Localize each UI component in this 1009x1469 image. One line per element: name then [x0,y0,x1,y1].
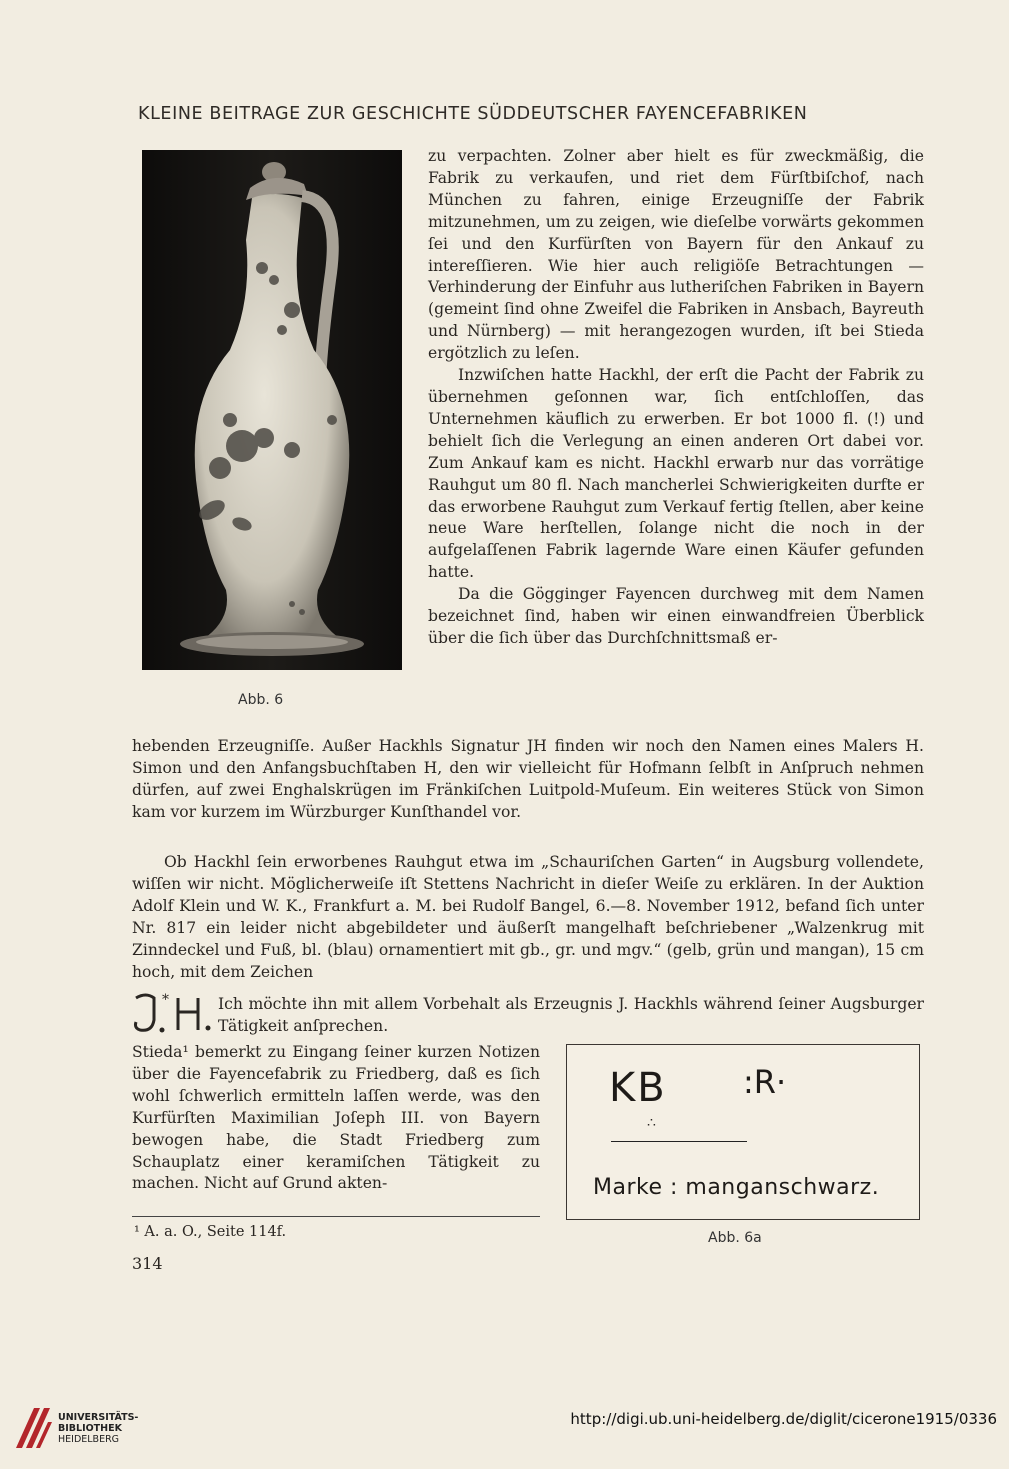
library-line: BIBLIOTHEK [58,1423,122,1434]
library-line: UNIVERSITÄTS- [58,1412,139,1423]
library-line: HEIDELBERG [58,1434,120,1445]
source-url-link[interactable]: http://digi.ub.uni-heidelberg.de/diglit/cicerone1915/0336 [570,1410,997,1428]
paragraph: Da die Gögginger Fayencen durchweg mit dem Namen bezeichnet ſind, haben wir einen einwandfreien Überblick über die ſich über das Durchſchnittsmaß er- [428,585,924,647]
svg-text:*: * [162,992,169,1008]
mark-letters-kb: KB [609,1065,667,1111]
mark-dots: ∴ [647,1115,656,1131]
figure-6a-caption: Abb. 6a [708,1230,762,1246]
footnote-rule [132,1216,540,1217]
running-header: KLEINE BEITRAGE ZUR GESCHICHTE SÜDDEUTSCHER FAYENCEFABRIKEN [138,104,808,124]
paragraph: Inzwiſchen hatte Hackhl, der erſt die Pacht der Fabrik zu übernehmen geſonnen war, ſich entſchloſſen, das Unternehmen käuflich zu erwerben. Er bot 1000 fl. (!) und behielt ſich die Verlegung an einen anderen Ort dabei vor. Zum Ankauf kam es nicht. Hackhl erwarb nur das vorrätige Rauhgut um 80 fl. Nach mancherlei Schwierigkeiten durfte er das erworbene Rauhgut zum Verkauf fertig ſtellen, aber keine neue Ware herſtellen, ſolange nicht die noch in der aufgelaſſenen Fabrik lagernde Ware einen Käufer gefunden hatte. [428,366,924,582]
library-logo-icon [12,1404,54,1452]
library-name [58,1412,138,1445]
page-number: 314 [132,1254,163,1273]
paragraph-auction [132,852,924,983]
paragraph-continuation [132,736,924,824]
paragraph: Ob Hackhl ſein erworbenes Rauhgut etwa im „Schauriſchen Garten“ in Augsburg vollendete, wiſſen wir nicht. Möglicherweiſe iſt Stettens Nachricht in dieſer Weiſe zu erklären. In der Auktion Adolf Klein und W. K., Frankfurt a. M. bei Rudolf Bangel, 6.—8. November 1912, befand ſich unter Nr. 817 ein leider nicht abgebildeter und äußerſt mangelhaft beſchriebener „Walzenkrug mit Zinndeckel und Fuß, bl. (blau) ornamentiert mit gb., gr. und mgv.“ (gelb, grün und mangan), 15 cm hoch, mit dem Zeichen [132,853,924,981]
mark-letters-r: :R· [743,1063,787,1101]
mark-drawing-box [566,1044,920,1220]
left-column-text: Stieda¹ bemerkt zu Eingang ſeiner kurzen Notizen über die Fayencefabrik zu Friedberg, daß es ſich wohl ſchwerlich ermitteln laſſen werde, was den Kurfürſten Maximilian Joſeph III. von Bayern bewogen habe, die Stadt Friedberg zum Schauplatz einer keramiſchen Tätigkeit zu machen. Nicht auf Grund akten- [132,1043,540,1193]
paragraph: hebenden Erzeugniſſe. Außer Hackhls Signatur JH finden wir noch den Namen eines Malers H. Simon und den Anfangsbuchſtaben H, den wir vielleicht für Hofmann ſelbſt in Anſpruch nehmen dürfen, auf zwei Enghalskrügen im Fränkiſchen Luitpold-Muſeum. Ein weiteres Stück von Simon kam vor kurzem im Würzburger Kunſthandel vor. [132,737,924,821]
mark-rule [611,1141,747,1142]
right-column-text [428,146,924,650]
figure-6-caption: Abb. 6 [238,692,284,708]
footnote: ¹ A. a. O., Seite 114f. [134,1224,287,1240]
jh-monogram-mark [132,990,212,1036]
paragraph: zu verpachten. Zolner aber hielt es für zweckmäßig, die Fabrik zu verkaufen, und riet dem Fürſtbiſchof, nach München zu fahren, einige Erzeugniſſe der Fabrik mitzunehmen, um zu zeigen, wie dieſelbe vorwärts gekommen ſei und den Kurfürſten von Bayern für den Ankauf zu intereſſieren. Wie hier auch religiöſe Betrachtungen — Verhinderung der Einfuhr aus lutheriſchen Fabriken in Bayern (gemeint ſind ohne Zweifel die Fabriken in Ansbach, Bayreuth und Nürnberg) — mit herangezogen wurden, iſt bei Stieda ergötzlich zu leſen. [428,147,924,363]
monogram-text: Ich möchte ihn mit allem Vorbehalt als Erzeugnis J. Hackhls während ſeiner Augsburger Tätigkeit anſprechen. [218,995,924,1035]
mark-handwritten-note: Marke : manganschwarz. [593,1175,880,1200]
jug-photograph [142,150,402,670]
